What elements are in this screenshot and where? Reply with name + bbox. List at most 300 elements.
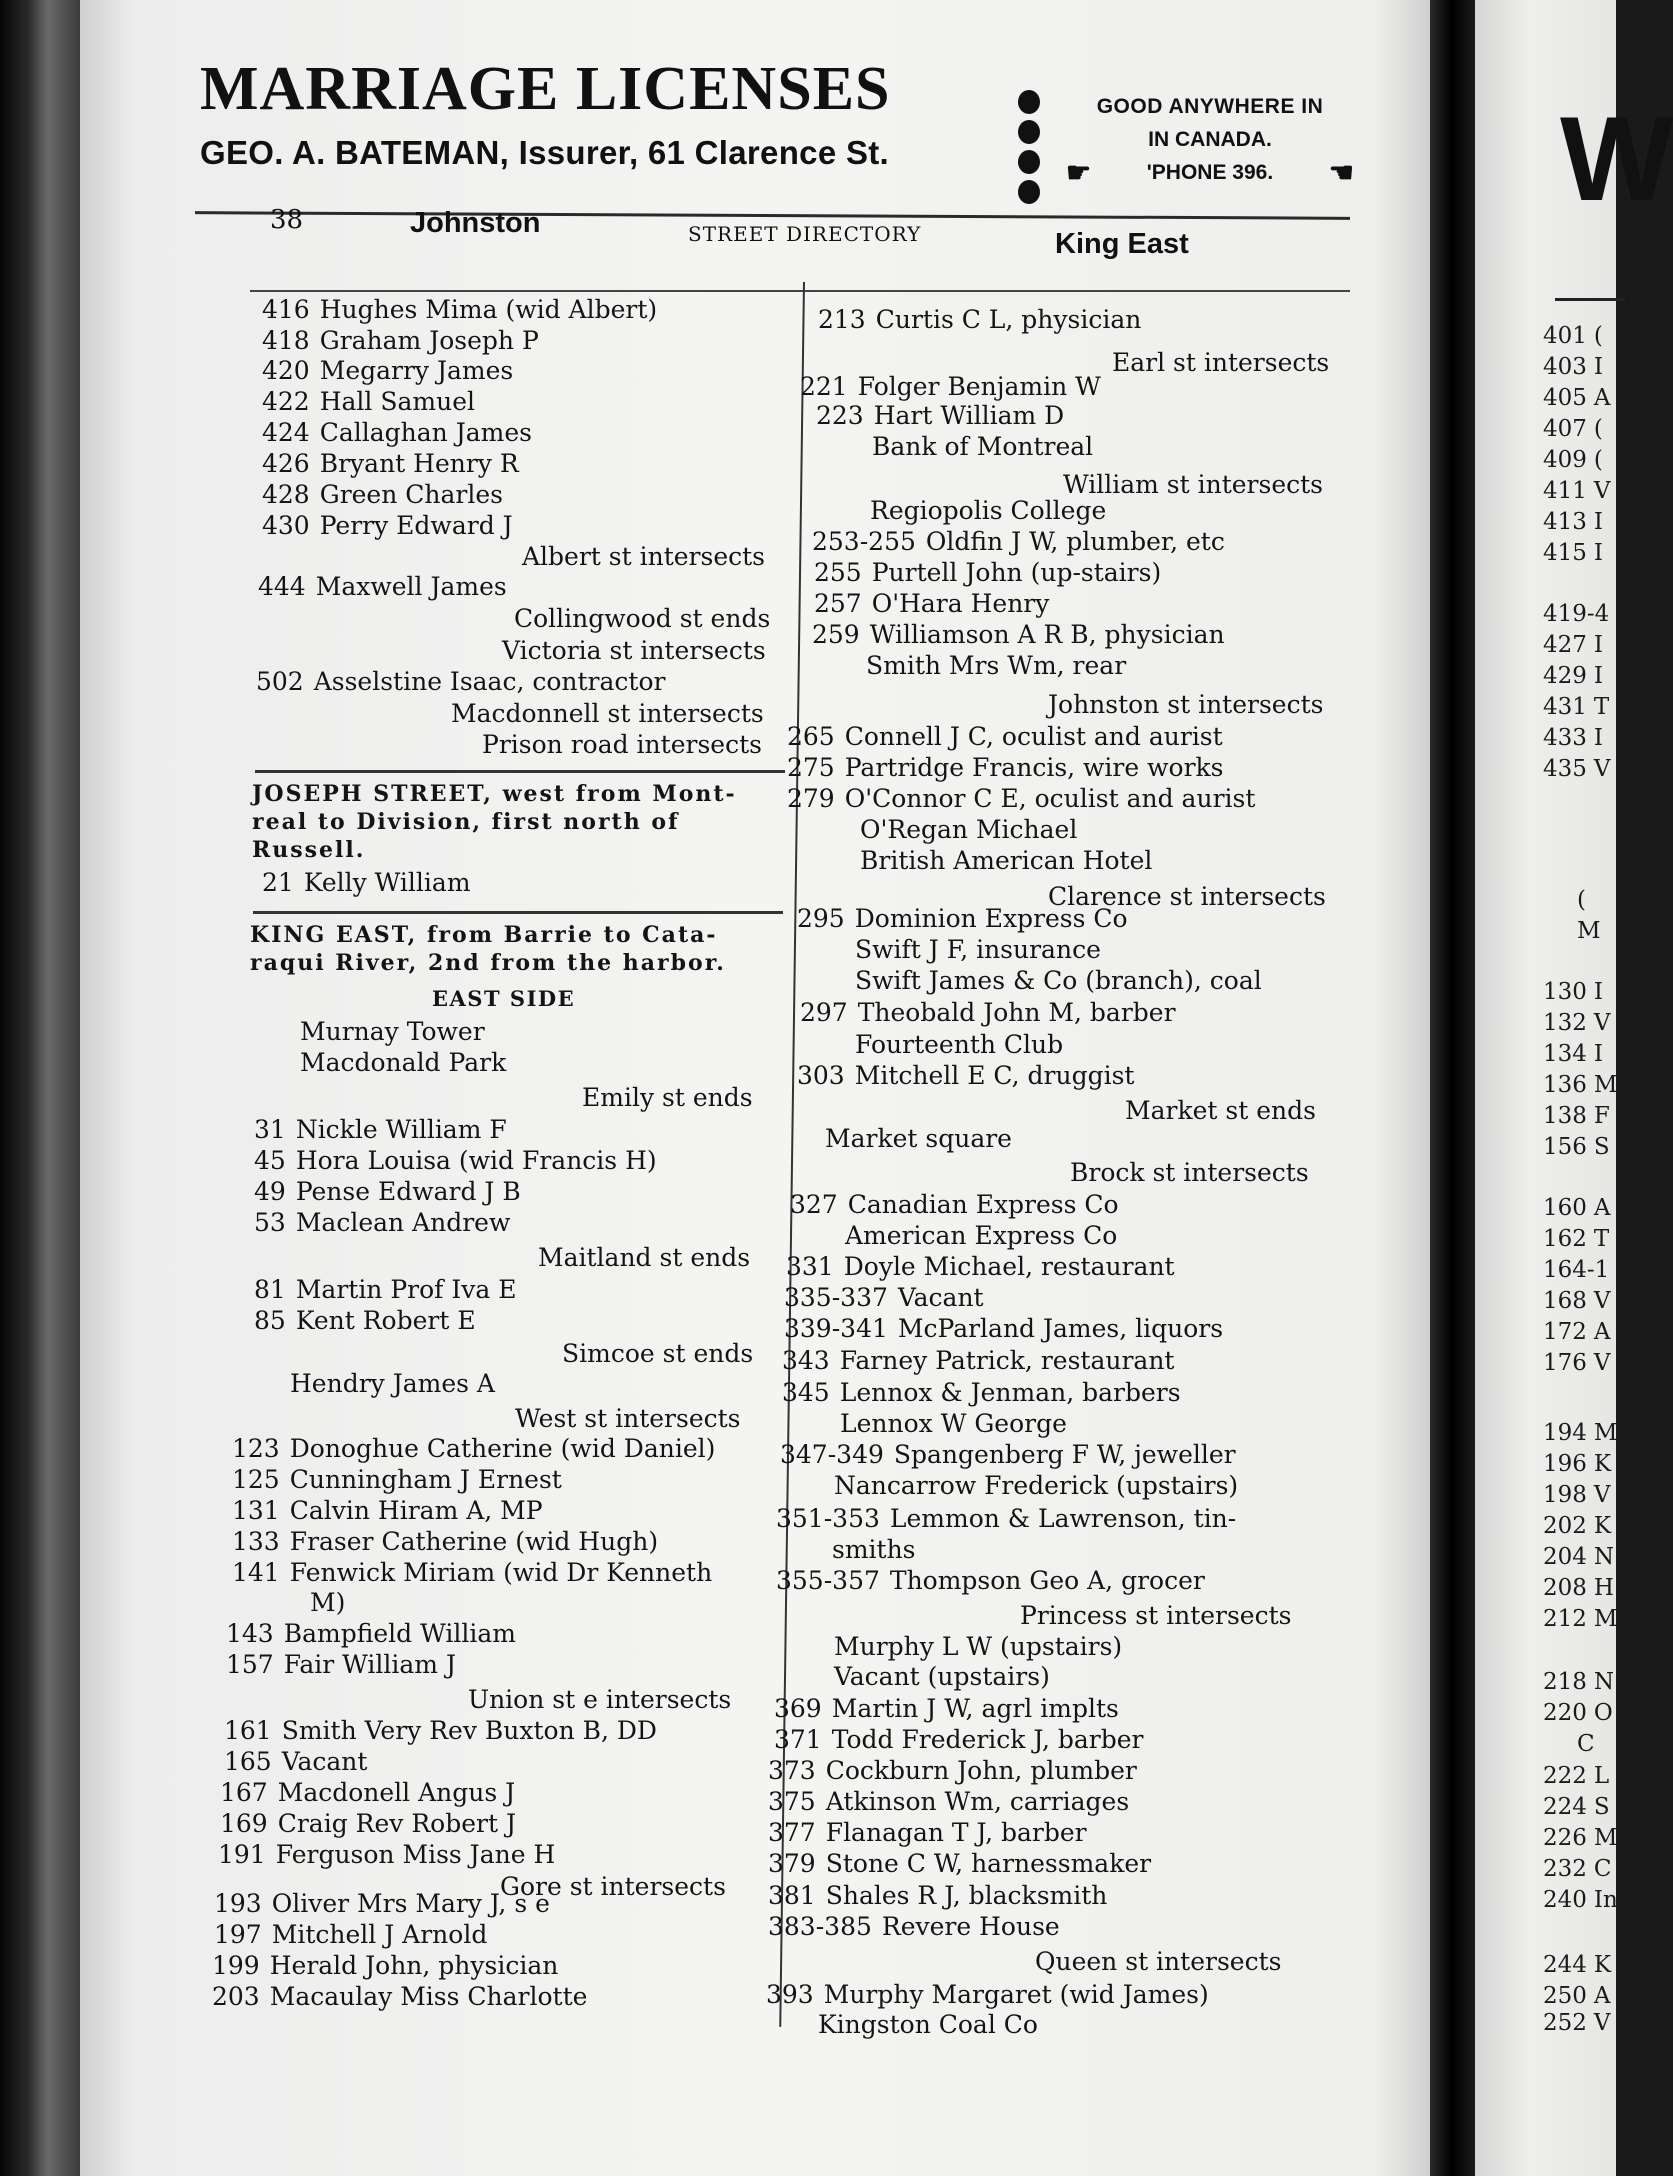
street-number: 162: [1543, 1226, 1587, 1252]
street-number: 213: [818, 305, 866, 334]
street-number: 413: [1543, 509, 1587, 535]
right-column-entry: [818, 2010, 1038, 2040]
right-column-entry: [768, 1756, 1137, 1786]
street-number: 156: [1543, 1134, 1587, 1160]
entry-text: Thompson Geo A, grocer: [889, 1566, 1205, 1595]
left-column-entry: [254, 1115, 507, 1145]
entry-text: Oldfin J W, plumber, etc: [925, 527, 1225, 556]
left-column-entry: [232, 1434, 715, 1464]
left-column-entry: [254, 1208, 510, 1238]
entry-text: A: [1593, 1319, 1611, 1345]
ad-issuer: GEO. A. BATEMAN, Issurer, 61 Clarence St.: [200, 134, 890, 171]
adjacent-page-entry: [1543, 1226, 1609, 1252]
street-number: 253-255: [812, 527, 916, 556]
right-column-entry: [816, 401, 1064, 431]
adjacent-page-entry: [1543, 979, 1603, 1005]
street-number: 426: [262, 449, 310, 478]
entry-text: Market square: [825, 1124, 1012, 1153]
right-column-entry: [832, 1535, 916, 1565]
left-column-entry: [514, 604, 770, 634]
entry-text: Russell.: [252, 837, 366, 863]
street-number: 347-349: [780, 1440, 884, 1469]
entry-text: Macdonnell st intersects: [451, 699, 764, 728]
left-column-entry: [262, 449, 519, 479]
entry-text: Hendry James A: [290, 1369, 495, 1398]
street-number: 49: [254, 1177, 286, 1206]
entry-text: Union st e intersects: [468, 1685, 732, 1714]
right-column-entry: [834, 1662, 1050, 1692]
adjacent-page-entry: [1543, 1072, 1617, 1098]
entry-text: Albert st intersects: [522, 542, 766, 571]
adjacent-page-entry: [1543, 478, 1611, 504]
street-number: 223: [816, 401, 864, 430]
entry-text: Maitland st ends: [538, 1243, 751, 1272]
right-column-entry: [768, 1849, 1151, 1879]
adjacent-page-entry: [1543, 1010, 1611, 1036]
right-column-entry: [812, 620, 1225, 650]
section-rule: [255, 770, 785, 773]
entry-text: N: [1593, 1669, 1615, 1695]
running-head-left: Johnston: [410, 207, 541, 239]
right-column-entry: [1020, 1601, 1291, 1631]
left-column-entry: [252, 809, 680, 835]
right-column-entry: [840, 1409, 1067, 1439]
street-number: 138: [1543, 1103, 1587, 1129]
adjacent-page-entry: [1543, 540, 1603, 566]
street-number: 208: [1543, 1575, 1587, 1601]
entry-text: V: [1593, 1010, 1611, 1036]
street-number: 218: [1543, 1669, 1587, 1695]
entry-text: O: [1593, 1700, 1613, 1726]
entry-text: Swift James & Co (branch), coal: [855, 966, 1262, 995]
right-column-entry: [774, 1694, 1119, 1724]
entry-text: V: [1593, 1482, 1611, 1508]
street-number: 198: [1543, 1482, 1587, 1508]
street-number: 427: [1543, 632, 1587, 658]
street-number: 31: [254, 1115, 286, 1144]
entry-text: Farney Patrick, restaurant: [839, 1346, 1175, 1375]
street-number: 232: [1543, 1856, 1587, 1882]
entry-text: Kingston Coal Co: [818, 2010, 1038, 2039]
street-number: 420: [262, 356, 310, 385]
street-number: 381: [768, 1881, 816, 1910]
adjacent-page-letter: W: [1560, 92, 1673, 226]
entry-text: Callaghan James: [319, 418, 532, 447]
entry-text: Market st ends: [1125, 1096, 1316, 1125]
ad-note: [1060, 90, 1360, 189]
entry-text: Queen st intersects: [1035, 1947, 1282, 1976]
street-number: 167: [220, 1778, 268, 1807]
street-number: 165: [224, 1747, 272, 1776]
entry-text: Dominion Express Co: [854, 904, 1128, 933]
entry-text: Donoghue Catherine (wid Daniel): [289, 1434, 716, 1463]
street-number: 212: [1543, 1606, 1587, 1632]
page-number: 38: [270, 205, 304, 235]
entry-text: (: [1577, 887, 1586, 913]
street-number: 377: [768, 1818, 816, 1847]
street-number: 85: [254, 1306, 286, 1335]
entry-text: raqui River, 2nd from the harbor.: [250, 950, 726, 976]
entry-text: Flanagan T J, barber: [825, 1818, 1087, 1847]
left-column-entry: [232, 1558, 712, 1588]
adjacent-page-entry: [1543, 1856, 1612, 1882]
right-column-entry: [825, 1124, 1012, 1154]
entry-text: West st intersects: [515, 1404, 741, 1433]
right-column-entry: [860, 815, 1077, 845]
left-column-entry: [300, 1017, 485, 1047]
street-number: 422: [262, 387, 310, 416]
entry-text: M: [1593, 1825, 1618, 1851]
adjacent-page-rule: [1555, 298, 1625, 301]
entry-text: Perry Edward J: [319, 511, 513, 540]
entry-text: Green Charles: [319, 480, 503, 509]
entry-text: C: [1593, 1856, 1612, 1882]
entry-text: S: [1593, 1134, 1610, 1160]
left-column-entry: [212, 1982, 587, 2012]
street-number: 202: [1543, 1513, 1587, 1539]
adjacent-page-entry: [1543, 1482, 1611, 1508]
entry-text: Brock st intersects: [1070, 1158, 1309, 1187]
street-number: 133: [232, 1527, 280, 1556]
entry-text: Collingwood st ends: [514, 604, 771, 633]
street-number: 409: [1543, 447, 1587, 473]
entry-text: In: [1593, 1887, 1618, 1913]
street-number: 303: [797, 1061, 845, 1090]
left-column-entry: [562, 1339, 753, 1369]
adjacent-page-entry: [1543, 2010, 1611, 2036]
adjacent-page-entry: [1543, 632, 1603, 658]
entry-text: I: [1593, 1041, 1603, 1067]
column-rule: [250, 290, 1350, 292]
entry-text: A: [1593, 385, 1611, 411]
entry-text: I: [1593, 540, 1603, 566]
adjacent-page-entry: [1543, 1544, 1614, 1570]
street-number: 424: [262, 418, 310, 447]
adjacent-page-entry: [1543, 694, 1609, 720]
right-column-entry: [860, 846, 1152, 876]
right-column-entry: [776, 1504, 1236, 1534]
right-column-entry: [1048, 690, 1323, 720]
adjacent-page-entry: [1543, 1606, 1617, 1632]
entry-text: C: [1577, 1731, 1595, 1757]
entry-text: Lennox W George: [840, 1409, 1067, 1438]
entry-text: K: [1593, 1952, 1612, 1978]
left-column-entry: [262, 511, 513, 541]
left-column-entry: [290, 1369, 495, 1399]
entry-text: Clarence st intersects: [1048, 882, 1326, 911]
entry-text: Connell J C, oculist and aurist: [844, 722, 1223, 751]
entry-text: M): [310, 1588, 346, 1617]
left-column-entry: [432, 986, 575, 1011]
entry-text: Lennox & Jenman, barbers: [839, 1378, 1181, 1407]
entry-text: Murphy L W (upstairs): [834, 1632, 1123, 1661]
entry-text: Earl st intersects: [1112, 348, 1330, 377]
street-number: 132: [1543, 1010, 1587, 1036]
street-number: 383-385: [768, 1912, 872, 1941]
left-column-entry: [262, 868, 471, 898]
entry-text: British American Hotel: [860, 846, 1153, 875]
adjacent-page-entry: [1543, 323, 1603, 349]
adjacent-page-entry: [1543, 1887, 1618, 1913]
street-number: 259: [812, 620, 860, 649]
entry-text: Gore st intersects: [500, 1872, 726, 1901]
entry-text: Calvin Hiram A, MP: [289, 1496, 543, 1525]
entry-text: Bank of Montreal: [872, 432, 1094, 461]
entry-text: Maxwell James: [315, 572, 507, 601]
right-column-entry: [800, 372, 1101, 402]
entry-text: Mitchell J Arnold: [271, 1920, 488, 1949]
street-number: 134: [1543, 1041, 1587, 1067]
adjacent-page-entry: [1543, 601, 1616, 627]
adjacent-page-entry: [1543, 1952, 1611, 1978]
right-column-entry: [855, 935, 1101, 965]
entry-text: Stone C W, harnessmaker: [825, 1849, 1152, 1878]
entry-text: Swift J F, insurance: [855, 935, 1101, 964]
book-spine: [0, 0, 80, 2176]
right-column-entry: [768, 1818, 1087, 1848]
entry-text: M: [1593, 1606, 1618, 1632]
left-column-entry: [300, 1048, 506, 1078]
street-number: 130: [1543, 979, 1587, 1005]
entry-text: I: [1593, 632, 1603, 658]
ad-note-line2: IN CANADA.: [1148, 128, 1272, 151]
entry-text: Folger Benjamin W: [857, 372, 1101, 401]
entry-text: Craig Rev Robert J: [277, 1809, 516, 1838]
right-column-entry: [812, 527, 1225, 557]
street-number: 221: [800, 372, 848, 401]
entry-text: Williamson A R B, physician: [869, 620, 1225, 649]
street-number: 222: [1543, 1763, 1587, 1789]
adjacent-page-entry: [1543, 1825, 1617, 1851]
adjacent-page-entry: [1543, 509, 1603, 535]
entry-text: L: [1593, 1763, 1610, 1789]
entry-text: Hughes Mima (wid Albert): [319, 295, 658, 324]
street-number: 375: [768, 1787, 816, 1816]
entry-text: O'Connor C E, oculist and aurist: [844, 784, 1256, 813]
street-number: 257: [814, 589, 862, 618]
street-number: 143: [226, 1619, 274, 1648]
left-column-entry: [582, 1083, 753, 1113]
street-number: 224: [1543, 1794, 1587, 1820]
adjacent-page-entry: [1543, 1195, 1611, 1221]
street-number: 355-357: [776, 1566, 880, 1595]
right-column-entry: [870, 496, 1106, 526]
street-number: 199: [212, 1951, 260, 1980]
left-column-entry: [252, 837, 365, 863]
left-column-entry: [262, 418, 532, 448]
adjacent-page-entry: [1543, 1669, 1614, 1695]
right-column-entry: [766, 1980, 1209, 2010]
street-number: 416: [262, 295, 310, 324]
street-number: 53: [254, 1208, 286, 1237]
entry-text: Nancarrow Frederick (upstairs): [834, 1471, 1239, 1500]
left-column-entry: [262, 356, 513, 386]
entry-text: T: [1593, 1226, 1610, 1252]
right-column-entry: [855, 966, 1262, 996]
left-column-entry: [451, 699, 764, 729]
right-column-entry: [797, 904, 1128, 934]
left-column-entry: [232, 1465, 562, 1495]
entry-text: Fenwick Miriam (wid Dr Kenneth: [289, 1558, 713, 1587]
adjacent-page-entry: [1543, 1763, 1609, 1789]
street-number: 168: [1543, 1288, 1587, 1314]
street-number: 401: [1543, 323, 1587, 349]
street-number: 407: [1543, 416, 1587, 442]
right-column-entry: [800, 998, 1176, 1028]
entry-text: V: [1593, 1350, 1611, 1376]
street-number: 435: [1543, 756, 1587, 782]
entry-text: Macdonald Park: [300, 1048, 507, 1077]
entry-text: Hall Samuel: [319, 387, 475, 416]
left-column-entry: [224, 1747, 367, 1777]
right-column-entry: [768, 1787, 1129, 1817]
entry-text: Nickle William F: [295, 1115, 507, 1144]
street-number: 160: [1543, 1195, 1587, 1221]
entry-text: Fair William J: [283, 1650, 456, 1679]
ad-title: MARRIAGE LICENSES: [200, 55, 891, 123]
left-column-entry: [226, 1650, 456, 1680]
right-column-entry: [855, 1030, 1063, 1060]
left-column-entry: [254, 1275, 516, 1305]
adjacent-page-entry: [1543, 1983, 1611, 2009]
adjacent-page-entry: [1543, 725, 1603, 751]
right-column-entry: [768, 1912, 1060, 1942]
street-number: 194: [1543, 1420, 1587, 1446]
left-column-entry: [250, 922, 718, 948]
street-number: 379: [768, 1849, 816, 1878]
left-column-entry: [252, 781, 737, 807]
left-column-entry: [538, 1243, 750, 1273]
left-column-entry: [214, 1889, 550, 1919]
street-number: 203: [212, 1982, 260, 2011]
entry-text: Revere House: [881, 1912, 1060, 1941]
street-number: 393: [766, 1980, 814, 2009]
entry-text: Purtell John (up-stairs): [871, 558, 1162, 587]
left-column-entry: [218, 1840, 555, 1870]
entry-text: (: [1593, 447, 1603, 473]
adjacent-page-entry: [1543, 1103, 1610, 1129]
entry-text: Vacant: [281, 1747, 368, 1776]
street-number: 161: [224, 1716, 272, 1745]
adjacent-page: [1475, 0, 1673, 2176]
left-column-entry: [224, 1716, 657, 1746]
running-head-right: King East: [1055, 228, 1189, 260]
entry-text: Regiopolis College: [870, 496, 1107, 525]
adjacent-page-entry: [1543, 1420, 1617, 1446]
entry-text: Theobald John M, barber: [857, 998, 1176, 1027]
street-number: 351-353: [776, 1504, 880, 1533]
right-column-entry: [866, 651, 1126, 681]
entry-text: KING EAST, from Barrie to Cata-: [250, 922, 718, 948]
street-number: 226: [1543, 1825, 1587, 1851]
entry-text: Hart William D: [873, 401, 1065, 430]
adjacent-page-entry: [1543, 1794, 1610, 1820]
left-column-entry: [262, 295, 657, 325]
adjacent-page-entry: [1543, 385, 1611, 411]
left-column-entry: [522, 542, 765, 572]
adjacent-page-entry: [1570, 1731, 1595, 1757]
entry-text: Doyle Michael, restaurant: [843, 1252, 1175, 1281]
left-column-entry: [262, 387, 475, 417]
entry-text: Johnston st intersects: [1048, 690, 1324, 719]
entry-text: smiths: [832, 1535, 916, 1564]
entry-text: Macdonell Angus J: [277, 1778, 516, 1807]
entry-text: Simcoe st ends: [562, 1339, 754, 1368]
right-column-entry: [834, 1471, 1238, 1501]
entry-text: F: [1593, 1103, 1610, 1129]
left-column-entry: [254, 1146, 657, 1176]
adjacent-page-entry: [1543, 1700, 1613, 1726]
left-column-entry: [232, 1527, 658, 1557]
street-number: 136: [1543, 1072, 1587, 1098]
entry-text: T: [1593, 694, 1610, 720]
street-number: 419-4: [1543, 601, 1610, 627]
left-column-entry: [226, 1619, 516, 1649]
street-number: 250: [1543, 1983, 1587, 2009]
entry-text: real to Division, first north of: [252, 809, 680, 835]
entry-text: Victoria st intersects: [502, 636, 766, 665]
entry-text: Oliver Mrs Mary J, s e: [271, 1889, 550, 1918]
entry-text: Megarry James: [319, 356, 514, 385]
left-column-entry: [254, 1177, 521, 1207]
entry-text: O'Regan Michael: [860, 815, 1078, 844]
left-column-entry: [482, 730, 762, 760]
right-column-entry: [818, 305, 1141, 335]
left-column-entry: [220, 1778, 515, 1808]
street-number: 403: [1543, 354, 1587, 380]
adjacent-page-entry: [1570, 887, 1586, 913]
street-number: 197: [214, 1920, 262, 1949]
entry-text: I: [1593, 509, 1603, 535]
street-number: 369: [774, 1694, 822, 1723]
entry-text: O'Hara Henry: [871, 589, 1050, 618]
adjacent-page-entry: [1543, 416, 1603, 442]
entry-text: V: [1593, 2010, 1611, 2036]
street-number: 240: [1543, 1887, 1587, 1913]
entry-text: Spangenberg F W, jeweller: [893, 1440, 1236, 1469]
entry-text: Todd Frederick J, barber: [831, 1725, 1144, 1754]
entry-text: EAST SIDE: [432, 986, 576, 1011]
entry-text: Cunningham J Ernest: [289, 1465, 562, 1494]
entry-text: Partridge Francis, wire works: [844, 753, 1224, 782]
entry-text: Vacant: [897, 1283, 984, 1312]
entry-text: Maclean Andrew: [295, 1208, 511, 1237]
adjacent-page-entry: [1543, 447, 1603, 473]
right-column-entry: [834, 1632, 1122, 1662]
street-number: 220: [1543, 1700, 1587, 1726]
right-column-entry: [814, 558, 1161, 588]
street-number: 191: [218, 1840, 266, 1869]
right-column-entry: [768, 1881, 1107, 1911]
adjacent-page-entry: [1543, 1288, 1611, 1314]
running-head-center: STREET DIRECTORY: [688, 222, 922, 246]
right-column-entry: [797, 1061, 1134, 1091]
entry-text: (: [1593, 323, 1603, 349]
entry-text: Asselstine Isaac, contractor: [313, 667, 666, 696]
right-column-entry: [780, 1440, 1236, 1470]
entry-text: S: [1593, 1794, 1610, 1820]
street-number: 265: [787, 722, 835, 751]
entry-text: Kelly William: [303, 868, 471, 897]
left-column-entry: [250, 950, 726, 976]
right-column-entry: [782, 1378, 1181, 1408]
entry-text: I: [1593, 979, 1603, 1005]
entry-text: M: [1593, 1072, 1618, 1098]
entry-text: Herald John, physician: [269, 1951, 559, 1980]
left-column-entry: [254, 1306, 476, 1336]
entry-text: I: [1593, 725, 1603, 751]
right-column-entry: [845, 1221, 1117, 1251]
